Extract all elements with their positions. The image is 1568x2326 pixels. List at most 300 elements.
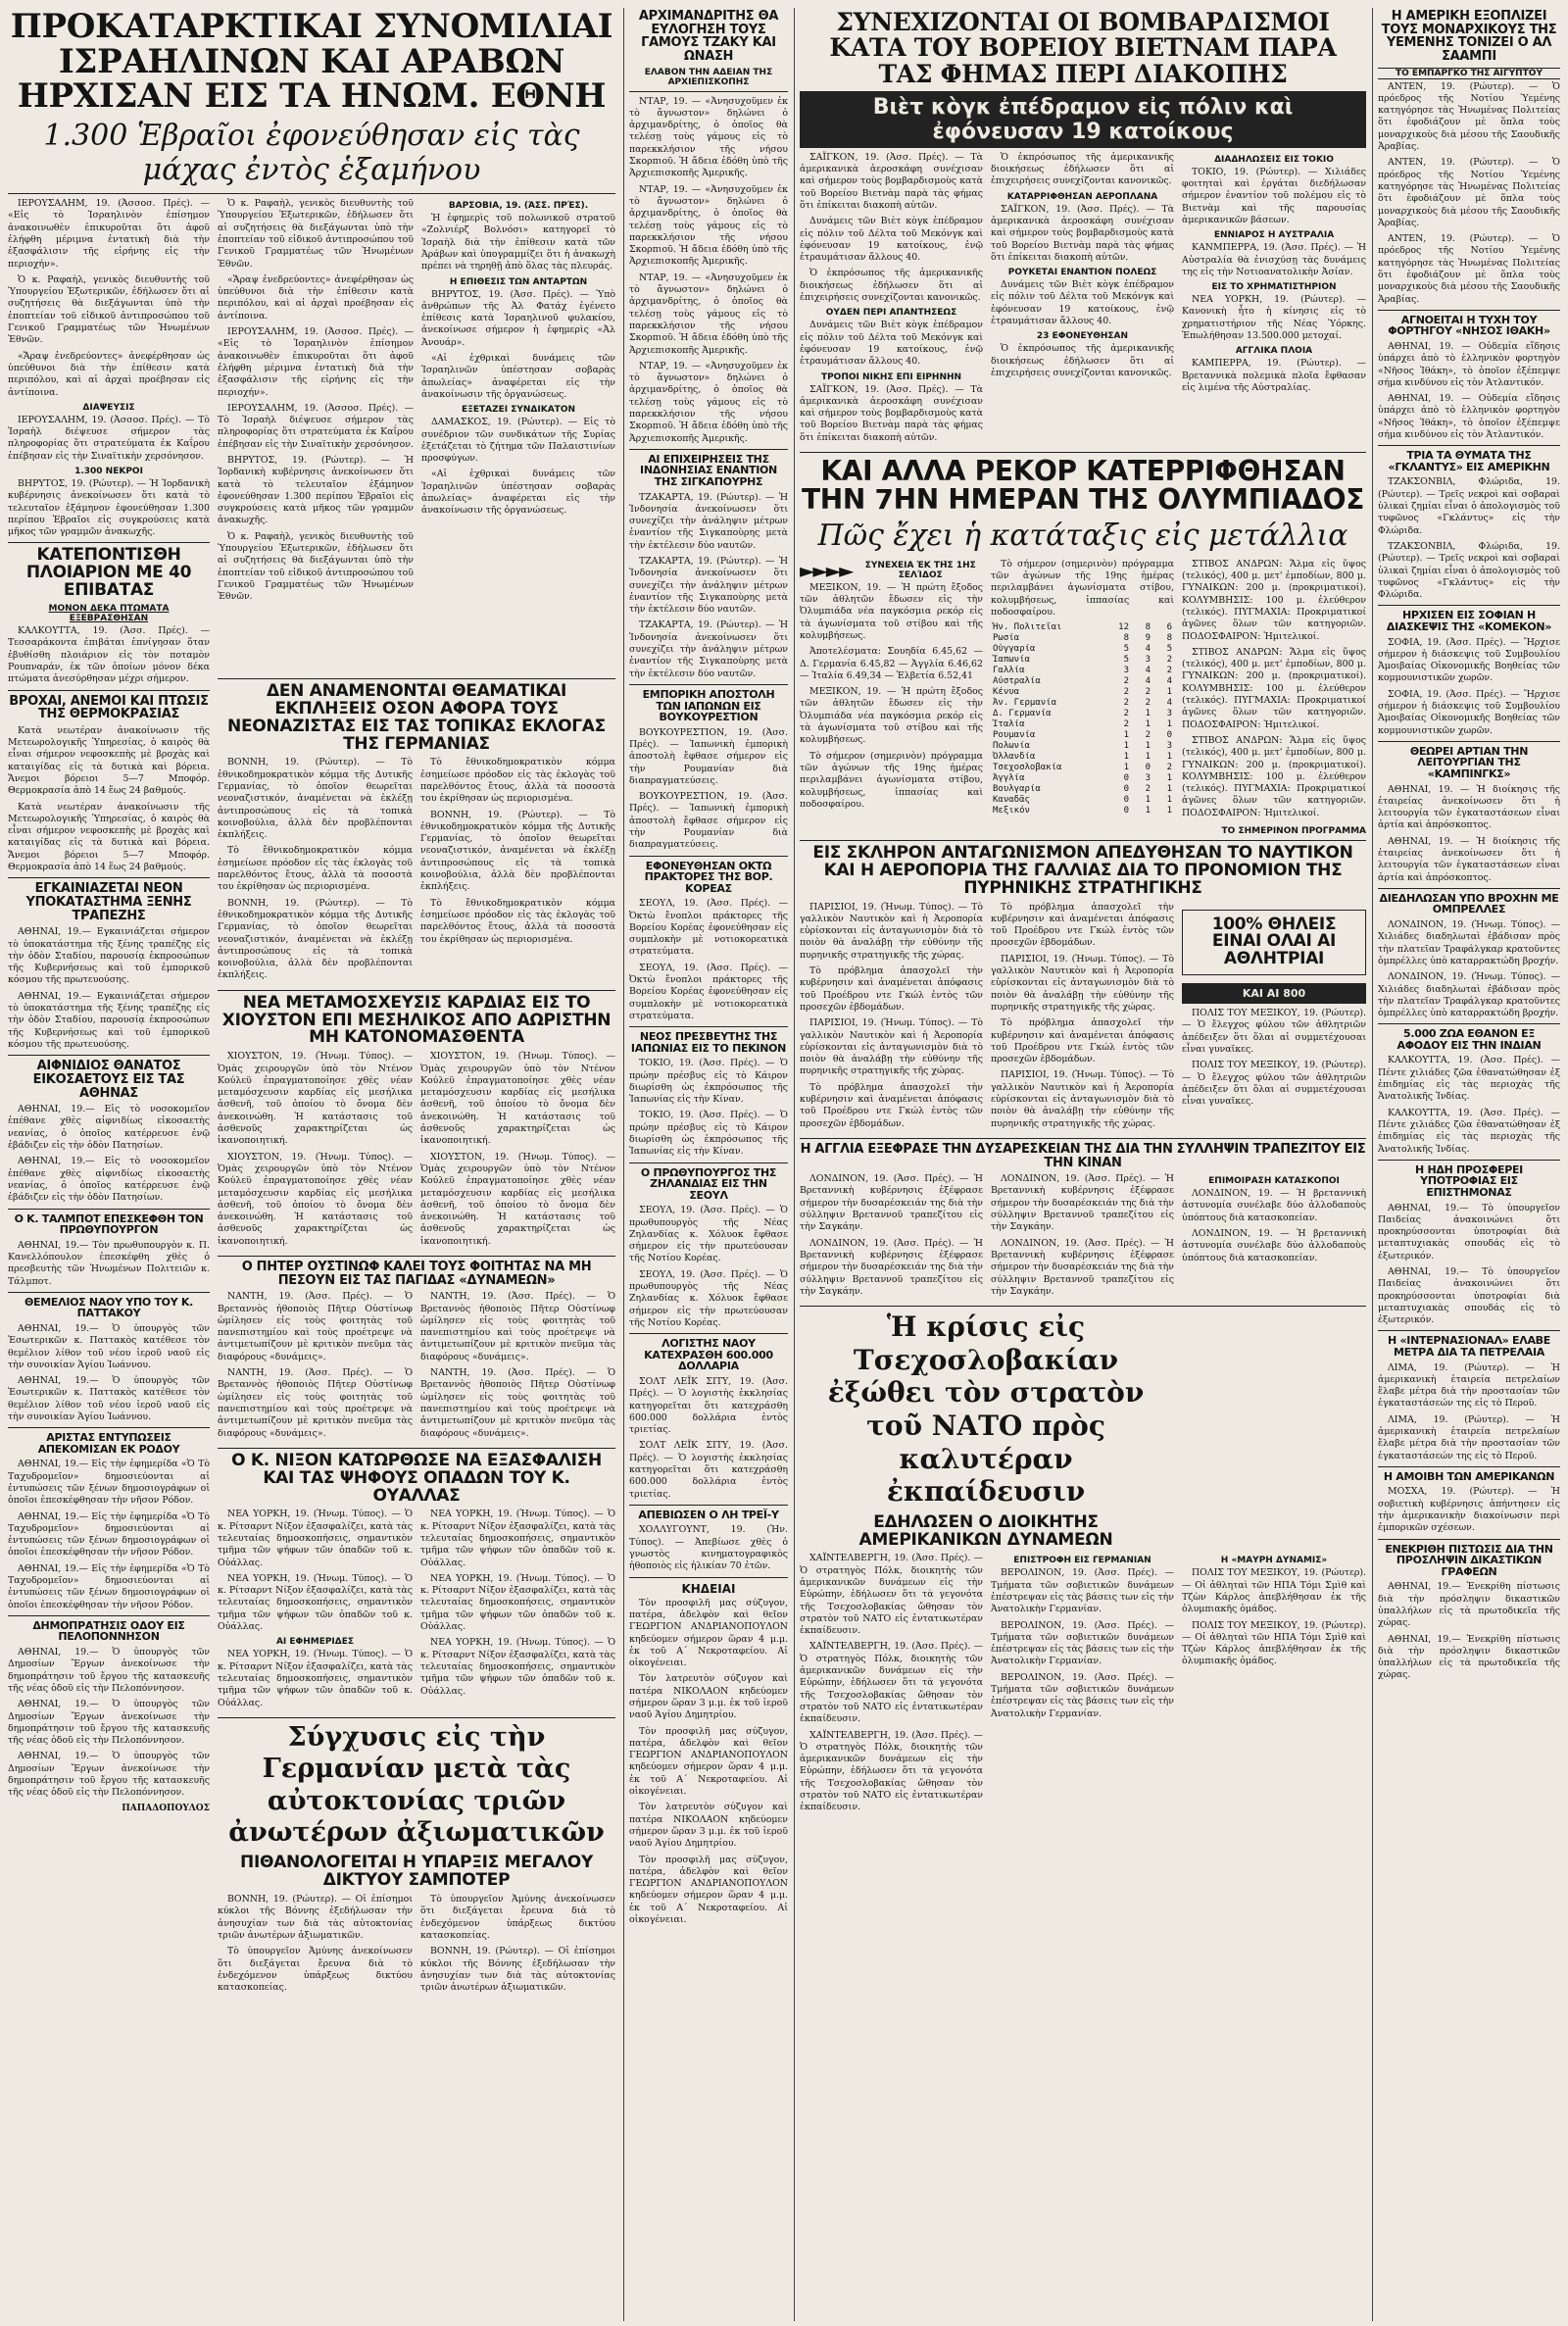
article-text: ΣΕΟΥΛ, 19. (Ἀσσ. Πρές). — Ὁ πρωθυπουργὸς τῆς Νέας Ζηλανδίας κ. Χόλυοκ ἔφθασε σήμερον εἰς τὴν πρωτεύουσαν τῆς Νοτίου Κορέας. — [629, 1268, 788, 1328]
headline-gamos: ΑΡΧΙΜΑΝΔΡΙΤΗΣ ΘΑ ΕΥΛΟΓΗΣΗ ΤΟΥΣ ΓΑΜΟΥΣ ΤΖΑΚΥ ΚΑΙ ΩΝΑΣΗ — [638, 9, 779, 64]
article-text: ΧΙΟΥΣΤΟΝ, 19. (Ἡνωμ. Τύπος). — Ὁμὰς χειρουργῶν ὑπὸ τὸν Ντένον Κούλεϋ ἐπραγματοποίησε χθὲς νέαν μεταμόσχευσιν καρδίας εἰς μεσήλικα ἀσθενῆ, τοῦ ὁποίου τὸ ὄνομα δὲν ἀνεκοινώθη. Ἡ κατάστασις τοῦ ἀσθενοῦς χαρακτηρίζεται ὡς ἱκανοποιητική. — [420, 1151, 615, 1247]
divider — [8, 1427, 210, 1428]
article-text: ΒΟΝΝΗ, 19. (Ρώυτερ). — Οἱ ἐπίσημοι κύκλοι τῆς Βόννης ἐξεδήλωσαν τὴν ἀνησυχίαν των διὰ τὰς αὐτοκτονίας τριῶν ἀνωτέρων ἀξιωματικῶν. — [420, 1946, 615, 1994]
article-text: Τὸ πρόβλημα ἀπασχολεῖ τὴν κυβέρνησιν καὶ ἀναμένεται ἀπόφασις τοῦ Προέδρου ντε Γκώλ ἐντὸς τῶν προσεχῶν ἑβδομάδων. — [991, 1017, 1174, 1065]
article-text: Τὸ ἔθνικοδημοκρατικὸν κόμμα ἐσημείωσε πρόοδον εἰς τὰς ἐκλογὰς τοῦ παρελθόντος ἔτους, ἀλλὰ τὰ ποσοστὰ του ἐκρίθησαν ὡς περιορισμένα. — [218, 845, 413, 893]
article-text: Ὁ κ. Ραφαὴλ, γενικὸς διευθυντὴς τοῦ Ὑπουργείου Ἐξωτερικῶν, ἐδήλωσεν ὅτι αἱ συζητήσεις θὰ διεξάγωνται ὑπὸ τὴν ἐποπτείαν τοῦ εἰδικοῦ ἀντιπροσώπου τοῦ Γενικοῦ Γραμματέως τῶν Ἡνωμένων Ἐθνῶν. — [218, 198, 414, 270]
divider — [629, 1333, 788, 1334]
article-text: Τὸ ὑπουργεῖον Ἀμύνης ἀνεκοίνωσεν ὅτι διεξάγεται ἔρευνα διὰ τὸ ἐνδεχόμενον ὑπάρξεως δικτύου κατασκοπείας. — [218, 1946, 413, 1994]
medal-row — [991, 709, 1174, 719]
medal-cell-s: 2 — [1145, 698, 1151, 709]
headline-zeland: Ο ΠΡΩΘΥΠΟΥΡΓΟΣ ΤΗΣ ΖΗΛΑΝΔΙΑΣ ΕΙΣ ΤΗΝ ΣΕΟΥΛ — [640, 1165, 777, 1202]
divider — [629, 1026, 788, 1027]
headline-kominform: ΗΡΧΙΣΕΝ ΕΙΣ ΣΟΦΙΑΝ Η ΔΙΑΣΚΕΨΙΣ ΤΗΣ «ΚΟΜΕΚΟΝ» — [1386, 609, 1552, 633]
divider — [800, 1306, 1366, 1307]
article-text: ΑΝΤΕΝ, 19. (Ρώυτερ). — Ὁ πρόεδρος τῆς Νοτίου Ὑεμένης κατηγόρησε τὰς Ἡνωμένας Πολιτείας ὅτι ἐφοδιάζουν μὲ ὅπλα τοὺς μοναρχικοὺς διὰ μέσου τῆς Σαουδικῆς Ἀραβίας. — [1378, 80, 1560, 153]
medal-cell-s: 2 — [1145, 784, 1151, 795]
article-text: ΣΟΦΙΑ, 19. (Ἀσσ. Πρές). — Ἤρχισε σήμερον ἡ διάσκεψις τοῦ Συμβουλίου Ἀμοιβαίας Οἰκονομικῆς Βοηθείας τῶν κομμουνιστικῶν χωρῶν. — [1378, 636, 1560, 684]
article-text: ΝΤΑΡ, 19. — «Ἀνησυχοῦμεν ἐκ τὸ ἄγνωστον» δηλώνει ὁ ἀρχιμανδρίτης, ὁ ὁποῖος θὰ τελέσῃ τοὺς γάμους εἰς τὸ παρεκκλήσιον τῆς νήσου Σκορπιοῦ. Ἡ ἄδεια ἐδόθη ὑπὸ τῆς Ἀρχιεπισκοπῆς Ἀμερικῆς. — [629, 95, 788, 179]
section-kicker: ΑΙ ΕΦΗΜΕΡΙΔΕΣ — [275, 1637, 355, 1648]
obituary-text: Τὸν λατρευτὸν σύζυγον καὶ πατέρα ΝΙΚΟΛΑΟΝ κηδεύομεν σήμερον ὥραν 3 μ.μ. ἐκ τοῦ ἱεροῦ ναοῦ Ἁγίου Δημητρίου. — [629, 1802, 788, 1850]
medal-row — [991, 752, 1174, 763]
medal-cell-b: 1 — [1166, 687, 1172, 698]
article-text: ΤΟΚΙΟ, 19. (Ἀσσ. Πρές). — Ὁ πρώην πρέσβυς εἰς τὸ Κάιρον διωρίσθη ὡς ἐκπρόσωπος τῆς Ἰαπωνίας εἰς τὴν Κίναν. — [629, 1058, 788, 1106]
headline-yemen: Η ΑΜΕΡΙΚΗ ΕΞΟΠΛΙΖΕΙ ΤΟΥΣ ΜΟΝΑΡΧΙΚΟΥΣ ΤΗΣ ΥΕΜΕΝΗΣ ΤΟΝΙΖΕΙ Ο ΑΛ ΣΑΑΜΠΙ — [1381, 9, 1557, 64]
article-text: ΜΕΞΙΚΟΝ, 19. — Ἡ πρώτη ἔξοδος τῶν ἀθλητῶν ἔδωσεν εἰς τὴν Ὀλυμπιάδα νέα παγκόσμια ρεκόρ εἰς τὰ ἀγωνίσματα τοῦ στίβου καὶ τῆς κολυμβήσεως. — [800, 686, 983, 746]
article-text: ΝΕΑ ΥΟΡΚΗ, 19. (Ἡνωμ. Τύπος). — Ὁ κ. Ρίτσαρντ Νίξον ἐξασφαλίζει, κατὰ τὰς τελευταίας δημοσκοπήσεις, σημαντικὸν τμῆμα τῶν ψήφων τῶν ὀπαδῶν τοῦ κ. Οὐάλλας. — [420, 1572, 615, 1633]
headline-kardia: ΝΕΑ ΜΕΤΑΜΟΣΧΕΥΣΙΣ ΚΑΡΔΙΑΣ ΕΙΣ ΤΟ ΧΙΟΥΣΤΟΝ ΕΠΙ ΜΕΣΗΛΙΚΟΣ ΑΠΟ ΑΩΡΙΣΤΗΝ ΜΗ ΚΑΤΟΝΟΜΑΣΘΕΝΤΑ — [221, 992, 612, 1048]
article-text: ΑΘΗΝΑΙ, 19.— Εἰς τὴν ἐφημερίδα «Ὁ Τὸ Ταχυδρομεῖον» δημοσιεύονται αἱ ἐντυπώσεις τῶν ξένων δημοσιογράφων οἱ ὁποῖοι ἐπεσκέφθησαν τὴν νῆσον Ρόδον. — [8, 1459, 210, 1507]
article-text: ΝΑΝΤΗ, 19. (Ἀσσ. Πρές). — Ὁ Βρεταννὸς ἠθοποιὸς Πῆτερ Οὐστίνωφ ὡμίλησεν εἰς τοὺς φοιτητὰς τοῦ πανεπιστημίου καὶ τοὺς προέτρεψε νὰ ἀντιμετωπίζουν μὲ κριτικὸν πνεῦμα τὰς διαφόρους «δυνάμεις». — [420, 1291, 615, 1362]
medal-cell-g: 3 — [1123, 666, 1129, 676]
article-text: Τὸ ὑπουργεῖον Ἀμύνης ἀνεκοίνωσεν ὅτι διεξάγεται ἔρευνα διὰ τὸ ἐνδεχόμενον ὑπάρξεως δικτύου κατασκοπείας. — [420, 1894, 615, 1941]
subheadline-germany: ΠΙΘΑΝΟΛΟΓΕΙΤΑΙ Η ΥΠΑΡΞΙΣ ΜΕΓΑΛΟΥ ΔΙΚΤΥΟΥ ΣΑΜΠΟΤΕΡ — [240, 1853, 593, 1891]
article-text: Ὁ ἐκπρόσωπος τῆς ἀμερικανικῆς διοικήσεως ἐδήλωσεν ὅτι αἱ ἐπιχειρήσεις συνεχίζονται κανονικῶς. — [991, 343, 1174, 378]
medal-cell-country: Οὑγγαρία — [993, 644, 1036, 655]
article-text: ΝΕΑ ΥΟΡΚΗ, 19. (Ρώυτερ). — Κανονικὴ ἦτο ἡ κίνησις εἰς τὸ χρηματιστήριον τῆς Νέας Ὑόρκης. Ἐπωλήθησαν 13.500.000 μετοχαί. — [1182, 294, 1366, 342]
medal-cell-country: Ρωσία — [993, 633, 1020, 644]
article-text: ΛΟΝΔΙΝΟΝ, 19. (Ἡνωμ. Τύπος). — Χιλιάδες διαδηλωταὶ ἐβάδισαν πρὸς τὴν πλατεῖαν Τραφάλγκαρ κρατοῦντες ὀμπρέλλες ὑπὸ καταρρακτώδη βροχήν. — [1378, 971, 1560, 1019]
medal-cell-g: 2 — [1123, 709, 1129, 719]
article-text: ΙΕΡΟΥΣΑΛΗΜ, 19. (Ἀσσοσ. Πρές). — «Εἰς τὸ Ἰσραηλινὸν ἐπίσημον ἀνακοινωθὲν ἐπικυροῦται ὅτι ἀφοῦ ἐλήφθη μέριμνα ἐντατικὴ διὰ τὴν ἐξασφάλισιν τῆς εἰρήνης εἰς τὴν περιοχήν». — [8, 198, 210, 270]
section-kicker: ΑΓΓΛΙΚΑ ΠΛΟΙΑ — [1235, 346, 1313, 357]
divider — [8, 690, 210, 691]
article-text: ΑΘΗΝΑΙ, 19.— Εἰς τὴν ἐφημερίδα «Ὁ Τὸ Ταχυδρομεῖον» δημοσιεύονται αἱ ἐντυπώσεις τῶν ξένων δημοσιογράφων οἱ ὁποῖοι ἐπεσκέφθησαν τὴν νῆσον Ρόδον. — [8, 1510, 210, 1559]
headline-brochai: ΒΡΟΧΑΙ, ΑΝΕΜΟΙ ΚΑΙ ΠΤΩΣΙΣ ΤΗΣ ΘΕΡΜΟΚΡΑΣΙΑΣ — [9, 693, 209, 722]
article-text: ΑΘΗΝΑΙ, 19. — Ἡ διοίκησις τῆς ἑταιρείας ἀνεκοίνωσεν ὅτι ἡ λειτουργία τῶν ἐγκαταστάσεων εἶναι ἀρτία καὶ ἀπρόσκοπτος. — [1378, 783, 1560, 831]
medal-cell-s: 1 — [1145, 741, 1151, 752]
divider — [1378, 1160, 1560, 1161]
medal-cell-b: 2 — [1166, 763, 1172, 773]
article-text: ΠΟΛΙΣ ΤΟΥ ΜΕΞΙΚΟΥ, 19. (Ρώυτερ). — Ὁ ἔλεγχος φύλου τῶν ἀθλητριῶν ἀπέδειξεν ὅτι ὅλαι αἱ συμμετέχουσαι εἶναι γυναῖκες. — [1182, 1008, 1366, 1055]
divider — [8, 1292, 210, 1293]
medal-row — [991, 784, 1174, 795]
arrow-ornament: ►►►► — [800, 558, 853, 582]
article-text: ΠΟΛΙΣ ΤΟΥ ΜΕΞΙΚΟΥ, 19. (Ρώυτερ). — Ὁ ἔλεγχος φύλου τῶν ἀθλητριῶν ἀπέδειξεν ὅτι ὅλαι αἱ συμμετέχουσαι εἶναι γυναῖκες. — [1182, 1060, 1366, 1108]
article-text: ΒΕΡΟΛΙΝΟΝ, 19. (Ἀσσ. Πρές). — Τμήματα τῶν σοβιετικῶν δυνάμεων ἐπέστρεψαν εἰς τὰς βάσεις των εἰς τὴν Ἀνατολικὴν Γερμανίαν. — [991, 1671, 1174, 1719]
obituary-text: Τὸν λατρευτὸν σύζυγον καὶ πατέρα ΝΙΚΟΛΑΟΝ κηδεύομεν σήμερον ὥραν 3 μ.μ. ἐκ τοῦ ἱεροῦ ναοῦ Ἁγίου Δημητρίου. — [629, 1673, 788, 1721]
column-3 — [629, 8, 788, 2319]
section-kicker: 1.300 ΝΕΚΡΟΙ — [74, 467, 143, 476]
article-text: ΒΕΡΟΛΙΝΟΝ, 19. (Ἀσσ. Πρές). — Τμήματα τῶν σοβιετικῶν δυνάμεων ἐπέστρεψαν εἰς τὰς βάσεις των εἰς τὴν Ἀνατολικὴν Γερμανίαν. — [991, 1619, 1174, 1667]
article-text: ΧΑΪΝΤΕΛΒΕΡΓΗ, 19. (Ἀσσ. Πρές). — Ὁ στρατηγὸς Πόλκ, διοικητὴς τῶν ἀμερικανικῶν δυνάμεων εἰς τὴν Εὐρώπην, ἐδήλωσεν ὅτι τὰ γεγονότα τῆς Τσεχοσλοβακίας ὤθησαν τὸν στρατὸν τοῦ ΝΑΤΟ εἰς ἐντατικωτέραν ἐκπαίδευσιν. — [800, 1641, 983, 1725]
article-text: ΤΟΚΙΟ, 19. (Ρώυτερ). — Χιλιάδες φοιτηταὶ καὶ ἐργάται διεδήλωσαν σήμερον ἐναντίον τοῦ πολέμου εἰς τὸ Βιετνὰμ καὶ τῆς παρουσίας ἀμερικανικῶν βάσεων. — [1182, 166, 1366, 225]
medal-cell-s: 4 — [1145, 666, 1151, 676]
article-text: ΧΙΟΥΣΤΟΝ, 19. (Ἡνωμ. Τύπος). — Ὁμὰς χειρουργῶν ὑπὸ τὸν Ντένον Κούλεϋ ἐπραγματοποίησε χθὲς νέαν μεταμόσχευσιν καρδίας εἰς μεσήλικα ἀσθενῆ, τοῦ ὁποίου τὸ ὄνομα δὲν ἀνεκοινώθη. Ἡ κατάστασις τοῦ ἀσθενοῦς χαρακτηρίζεται ὡς ἱκανοποιητική. — [420, 1051, 615, 1147]
article-text: ΑΘΗΝΑΙ, 19.— Εγκαινιάζεται σήμερον τὸ ὑποκατάστημα τῆς ξένης τραπέζης εἰς τὴν ὁδὸν Σταδίου, παρουσίᾳ ἐκπροσώπων τῆς Κυβερνήσεως καὶ τοῦ ἐμπορικοῦ κόσμου τῆς πρωτευούσης. — [8, 926, 210, 986]
divider — [8, 1055, 210, 1056]
article-text: ΣΟΛΤ ΛΕΪΚ ΣΙΤΥ, 19. (Ἀσσ. Πρές). — Ὁ λογιστὴς ἐκκλησίας κατηγορεῖται ὅτι κατεχράσθη 600.000 δολλάρια ἐντὸς τριετίας. — [629, 1375, 788, 1436]
medal-cell-country: Ἡν. Πολιτεῖαι — [993, 622, 1062, 633]
medal-cell-country: Ὀλλανδία — [993, 752, 1036, 763]
headline-odos: ΔΗΜΟΠΡΑΤΗΣΙΣ ΟΔΟΥ ΕΙΣ ΠΕΛΟΠΟΝΝΗΣΟΝ — [32, 1618, 185, 1644]
signature: ΠΑΠΑΔΟΠΟΥΛΟΣ — [122, 1803, 210, 1813]
article-text: Κατὰ νεωτέραν ἀνακοίνωσιν τῆς Μετεωρολογικῆς Ὑπηρεσίας, ὁ καιρὸς θὰ εἶναι σήμερον νεφοσκεπὴς μὲ βροχὰς καὶ καταιγίδας εἰς τὰ δυτικὰ καὶ βόρεια. Ἄνεμοι βόρειοι 5—7 Μποφόρ. Θερμοκρασία ἀπὸ 14 ἕως 24 βαθμούς. — [8, 801, 210, 873]
divider — [1378, 605, 1560, 606]
article-text: Ὁ κ. Ραφαὴλ, γενικὸς διευθυντὴς τοῦ Ὑπουργείου Ἐξωτερικῶν, ἐδήλωσεν ὅτι αἱ συζητήσεις θὰ διεξάγωνται ὑπὸ τὴν ἐποπτείαν τοῦ εἰδικοῦ ἀντιπροσώπου τοῦ Γενικοῦ Γραμματέως τῶν Ἡνωμένων Ἐθνῶν. — [8, 273, 210, 346]
headline-nixon: Ο Κ. ΝΙΞΟΝ ΚΑΤΩΡΘΩΣΕ ΝΑ ΕΞΑΣΦΑΛΙΣΗ ΚΑΙ ΤΑΣ ΨΗΦΟΥΣ ΟΠΑΔΩΝ ΤΟΥ Κ. ΟΥΑΛΛΑΣ — [231, 1450, 602, 1506]
medal-cell-s: 2 — [1145, 730, 1151, 741]
headline-ustinov: Ο ΠΗΤΕΡ ΟΥΣΤΙΝΩΦ ΚΑΛΕΙ ΤΟΥΣ ΦΟΙΤΗΤΑΣ ΝΑ ΜΗ ΠΕΣΟΥΝ ΕΙΣ ΤΑΣ ΠΑΓΙΔΑΣ «ΔΥΝΑΜΕΩΝ» — [241, 1260, 592, 1288]
medal-cell-s: 4 — [1145, 676, 1151, 687]
divider — [1378, 1539, 1560, 1540]
article-text: ΣΕΟΥΛ, 19. (Ἀσσ. Πρές). — Ὁ πρωθυπουργὸς τῆς Νέας Ζηλανδίας κ. Χόλυοκ ἔφθασε σήμερον εἰς τὴν πρωτεύουσαν τῆς Νοτίου Κορέας. — [629, 1205, 788, 1264]
article-text: ΚΑΛΚΟΥΤΤΑ, 19. (Ἀσσ. Πρές). — Πέντε χιλιάδες ζῶα ἐθανατώθησαν ἐξ ἐπιδημίας εἰς τὰς περιοχὰς τῆς Ἀνατολικῆς Ἰνδίας. — [1378, 1055, 1560, 1103]
medal-cell-country: Καναδᾶς — [993, 795, 1030, 806]
subheadline-gamos: ΕΛΑΒΟΝ ΤΗΝ ΑΔΕΙΑΝ ΤΗΣ ΑΡΧΙΕΠΙΣΚΟΠΗΣ — [644, 67, 773, 87]
medal-cell-country: Δ. Γερμανία — [993, 709, 1052, 719]
divider — [800, 1138, 1366, 1139]
article-text: ΠΑΡΙΣΙΟΙ, 19. (Ἡνωμ. Τύπος). — Τὸ γαλλικὸν Ναυτικὸν καὶ ἡ Ἀεροπορία εὑρίσκονται εἰς ἀνταγωνισμὸν διὰ τὸ ποιὸν θὰ ἀναλάβῃ τὴν εὐθύνην τῆς πυρηνικῆς στρατηγικῆς τῆς χώρας. — [991, 953, 1174, 1013]
article-text: ΑΘΗΝΑΙ, 19.— Ἐνεκρίθη πίστωσις διὰ τὴν πρόσληψιν δικαστικῶν ὑπαλλήλων εἰς τὰ πρωτοδικεῖα τῆς χώρας. — [1378, 1633, 1560, 1681]
column-7 — [1378, 8, 1560, 2319]
article-text: ΑΘΗΝΑΙ, 19.— Τὸ ὑπουργεῖον Παιδείας ἀνακοινώνει ὅτι προκηρύσσονται ὑποτροφίαι διὰ μεταπτυχιακὰς σπουδάς εἰς τὸ ἐξωτερικόν. — [1378, 1265, 1560, 1326]
medal-cell-country: Ἰταλία — [993, 719, 1025, 730]
article-text: ΜΕΞΙΚΟΝ, 19. — Ἡ πρώτη ἔξοδος τῶν ἀθλητῶν ἔδωσεν εἰς τὴν Ὀλυμπιάδα νέα παγκόσμια ρεκόρ εἰς τὰ ἀγωνίσματα τοῦ στίβου καὶ τῆς κολυμβήσεως. — [800, 581, 983, 641]
section-kicker: 23 ΕΦΟΝΕΥΘΗΣΑΝ — [1036, 331, 1129, 342]
article-text: Δυνάμεις τῶν Βιὲτ κὸγκ ἐπέδραμον εἰς πόλιν τοῦ Δέλτα τοῦ Μεκόνγκ καὶ ἐφόνευσαν 19 κατοίκους, ἐνῷ ἐτραυμάτισαν ἄλλους 40. — [800, 320, 983, 368]
article-text: ΑΘΗΝΑΙ, 19.— Ὁ ὑπουργὸς τῶν Δημοσίων Ἔργων ἀνεκοίνωσε τὴν δημοπράτησιν τοῦ ἔργου τῆς κατασκευῆς τῆς νέας ὁδοῦ εἰς τὴν Πελοπόννησον. — [8, 1751, 210, 1799]
article-text: ΠΑΡΙΣΙΟΙ, 19. (Ἡνωμ. Τύπος). — Τὸ γαλλικὸν Ναυτικὸν καὶ ἡ Ἀεροπορία εὑρίσκονται εἰς ἀνταγωνισμὸν διὰ τὸ ποιὸν θὰ ἀναλάβῃ τὴν εὐθύνην τῆς πυρηνικῆς στρατηγικῆς τῆς χώρας. — [991, 1069, 1174, 1129]
article-text: ΝΕΑ ΥΟΡΚΗ, 19. (Ἡνωμ. Τύπος). — Ὁ κ. Ρίτσαρντ Νίξον ἐξασφαλίζει, κατὰ τὰς τελευταίας δημοσκοπήσεις, σημαντικὸν τμῆμα τῶν ψήφων τῶν ὀπαδῶν τοῦ κ. Οὐάλλας. — [420, 1637, 615, 1697]
divider — [8, 193, 615, 194]
article-text: ΧΙΟΥΣΤΟΝ, 19. (Ἡνωμ. Τύπος). — Ὁμὰς χειρουργῶν ὑπὸ τὸν Ντένον Κούλεϋ ἐπραγματοποίησε χθὲς νέαν μεταμόσχευσιν καρδίας εἰς μεσήλικα ἀσθενῆ, τοῦ ὁποίου τὸ ὄνομα δὲν ἀνεκοινώθη. Ἡ κατάστασις τοῦ ἀσθενοῦς χαρακτηρίζεται ὡς ἱκανοποιητική. — [218, 1051, 413, 1147]
medal-row — [991, 622, 1174, 633]
medal-cell-b: 1 — [1166, 719, 1172, 730]
column-rule — [1372, 8, 1373, 2321]
article-text: ΣΑΪΓΚΟΝ, 19. (Ἀσσ. Πρές). — Τὰ ἀμερικανικὰ ἀεροσκάφη συνέχισαν καὶ σήμερον τοὺς βομβαρδισμοὺς κατὰ τοῦ Βορείου Βιετνὰμ παρὰ τὰς φήμας ὅτι ἐπίκειται διακοπὴ αὐτῶν. — [991, 203, 1174, 263]
subheadline-yemen: ΤΟ ΕΜΠΑΡΓΚΟ ΤΗΣ ΑΙΓΥΠΤΟΥ — [1378, 68, 1560, 79]
divider — [1378, 741, 1560, 742]
article-text: ΑΘΗΝΑΙ, 19.— Ὁ ὑπουργὸς τῶν Ἐσωτερικῶν κ. Παττακὸς κατέθεσε τὸν θεμέλιον λίθον τοῦ νέου ἱεροῦ ναοῦ εἰς τὴν συνοικίαν Ἁγίου Ἰωάννου. — [8, 1375, 210, 1422]
headline-indonisia: ΑΙ ΕΠΙΧΕΙΡΗΣΕΙΣ ΤΗΣ ΙΝΔΟΝΗΣΙΑΣ ΕΝΑΝΤΙΟΝ ΤΗΣ ΣΙΓΚΑΠΟΥΡΗΣ — [640, 452, 777, 488]
article-text: Δυνάμεις τῶν Βιὲτ κὸγκ ἐπέδραμον εἰς πόλιν τοῦ Δέλτα τοῦ Μεκόνγκ καὶ ἐφόνευσαν 19 κατοίκους, ἐνῷ ἐτραυμάτισαν ἄλλους 40. — [800, 216, 983, 264]
medal-cell-s: 0 — [1145, 763, 1151, 773]
section-kicker: Η «ΜΑΥΡΗ ΔΥΝΑΜΙΣ» — [1220, 1556, 1328, 1566]
divider — [1378, 1466, 1560, 1467]
article-text: ΣΑΪΓΚΟΝ, 19. (Ἀσσ. Πρές). — Τὰ ἀμερικανικὰ ἀεροσκάφη συνέχισαν καὶ σήμερον τοὺς βομβαρδισμοὺς κατὰ τοῦ Βορείου Βιετνὰμ παρὰ τὰς φήμας ὅτι ἐπίκειται διακοπὴ αὐτῶν. — [800, 151, 983, 211]
section-kicker: ΔΙΑΔΗΛΩΣΕΙΣ ΕΙΣ ΤΟΚΙΟ — [1214, 154, 1334, 165]
continued-label: ΣΥΝΕΧΕΙΑ ἘΚ ΤΗ͂Σ 1ΗΣ ΣΕΛΊΔΟΣ — [864, 560, 976, 580]
headline-zoa: 5.000 ΖΩΑ ΕΘΑΝΟΝ ΕΞ ΑΦΟΔΟΥ ΕΙΣ ΤΗΝ ΙΝΔΙΑΝ — [1396, 1027, 1542, 1052]
column-rule — [623, 8, 624, 2321]
divider — [629, 91, 788, 92]
medal-cell-g: 8 — [1123, 633, 1129, 644]
article-text: ΙΕΡΟΥΣΑΛΗΜ, 19. (Ἀσσοσ. Πρές). — «Εἰς τὸ Ἰσραηλινὸν ἐπίσημον ἀνακοινωθὲν ἐπικυροῦται ὅτι ἀφοῦ ἐλήφθη μέριμνα ἐντατικὴ διὰ τὴν ἐξασφάλισιν τῆς εἰρήνης εἰς τὴν περιοχήν». — [218, 326, 414, 398]
article-text: ΤΟΚΙΟ, 19. (Ἀσσ. Πρές). — Ὁ πρώην πρέσβυς εἰς τὸ Κάιρον διωρίσθη ὡς ἐκπρόσωπος τῆς Ἰαπωνίας εἰς τὴν Κίναν. — [629, 1110, 788, 1158]
medal-cell-b: 4 — [1166, 698, 1172, 709]
article-text: «Αἱ ἐχθρικαὶ δυνάμεις τῶν Ἰσραηλινῶν ὑπέστησαν σοβαρὰς ἀπωλείας» ἀναφέρεται εἰς τὴν ἀνακοίνωσιν τῆς ὀργανώσεως. — [421, 353, 615, 400]
article-text: Ὁ κ. Ραφαὴλ, γενικὸς διευθυντὴς τοῦ Ὑπουργείου Ἐξωτερικῶν, ἐδήλωσεν ὅτι αἱ συζητήσεις θὰ διεξάγωνται ὑπὸ τὴν ἐποπτείαν τοῦ εἰδικοῦ ἀντιπροσώπου τοῦ Γενικοῦ Γραμματέως τῶν Ἡνωμένων Ἐθνῶν. — [218, 530, 414, 603]
divider — [1378, 445, 1560, 446]
medal-row — [991, 806, 1174, 817]
article-text: ΚΑΜΠΕΡΡΑ, 19. (Ρώυτερ). — Βρεταννικὰ πολεμικὰ πλοῖα ἔφθασαν εἰς λιμένα τῆς Αὐστραλίας. — [1182, 358, 1366, 393]
medal-cell-s: 3 — [1145, 655, 1151, 666]
article-text: ΧΟΛΛΥΓΟΥΝΤ, 19. (Ἡν. Τύπος). — Ἀπεβίωσε χθὲς ὁ γνωστὸς κινηματογραφικὸς ἠθοποιὸς εἰς ἡλικίαν 70 ἐτῶν. — [629, 1524, 788, 1572]
medal-cell-g: 2 — [1123, 719, 1129, 730]
article-text: ΛΙΜΑ, 19. (Ρώυτερ). — Ἡ ἀμερικανικὴ ἑταιρεία πετρελαίων ἔλαβε μέτρα διὰ τὴν προστασίαν τῶν ἐγκαταστάσεών της εἰς τὸ Περοῦ. — [1378, 1413, 1560, 1461]
kicker-800: ΚΑΙ ΑΙ 800 — [1182, 983, 1366, 1004]
article-text: Τὸ σήμερον (σημερινὸν) πρόγραμμα τῶν ἀγώνων τῆς 19ης ἡμέρας περιλαμβάνει ἀγωνίσματα στίβου, κολυμβήσεως, ἱππασίας καὶ ποδοσφαίρου. — [991, 558, 1174, 618]
article-text: ΧΑΪΝΤΕΛΒΕΡΓΗ, 19. (Ἀσσ. Πρές). — Ὁ στρατηγὸς Πόλκ, διοικητὴς τῶν ἀμερικανικῶν δυνάμεων εἰς τὴν Εὐρώπην, ἐδήλωσεν ὅτι τὰ γεγονότα τῆς Τσεχοσλοβακίας ὤθησαν τὸν στρατὸν τοῦ ΝΑΤΟ εἰς ἐντατικωτέραν ἐκπαίδευσιν. — [800, 1553, 983, 1637]
article-text: ΑΘΗΝΑΙ, 19.— Ἐνεκρίθη πίστωσις διὰ τὴν πρόσληψιν δικαστικῶν ὑπαλλήλων εἰς τὰ πρωτοδικεῖα τῆς χώρας. — [1378, 1581, 1560, 1629]
dateline: ΒΑΡΣΟΒΙΑ, 19. (ἈΣΣ. ΠΡΈΣ). — [448, 201, 589, 212]
headline-aifnidios: ΑΙΦΝΙΔΙΟΣ ΘΑΝΑΤΟΣ ΕΙΚΟΣΑΕΤΟΥΣ ΕΙΣ ΤΑΣ ΑΘΗΝΑΣ — [32, 1059, 185, 1101]
article-text: ΒΟΝΝΗ, 19. (Ρώυτερ). — Τὸ ἐθνικοδημοκρατικὸν κόμμα τῆς Δυτικῆς Γερμανίας, τὸ ὁποῖον θεωρεῖται νεοναζιστικόν, ἀναμένεται νὰ ἐκλέξῃ ἀντιπροσώπους εἰς τὰ τοπικὰ κοινοβούλια, ἀλλὰ δὲν προβλέπονται ἐκπλήξεις. — [420, 809, 615, 893]
divider — [800, 452, 1366, 453]
divider — [218, 1256, 615, 1257]
medal-cell-b: 0 — [1166, 730, 1172, 741]
medal-cell-g: 1 — [1123, 730, 1129, 741]
medal-row — [991, 666, 1174, 676]
lead-subheadline: 1.300 Ἑβραῖοι ἐφονεύθησαν εἰς τὰς μάχας ἐντὸς ἑξαμήνου — [43, 119, 580, 188]
headline-amerikanoi: Η ΑΜΟΙΒΗ ΤΩΝ ΑΜΕΡΙΚΑΝΩΝ — [1383, 1469, 1555, 1483]
article-text: «Αἱ ἐχθρικαὶ δυνάμεις τῶν Ἰσραηλινῶν ὑπέστησαν σοβαρὰς ἀπωλείας» ἀναφέρεται εἰς τὴν ἀνακοίνωσιν τῆς ὀργανώσεως. — [421, 469, 615, 517]
headline-presvytis: ΝΕΟΣ ΠΡΕΣΒΕΥΤΗΣ ΤΗΣ ΙΑΠΩΝΙΑΣ ΕΙΣ ΤΟ ΠΕΚΙΝΟΝ — [630, 1030, 787, 1055]
medal-cell-b: 1 — [1166, 795, 1172, 806]
article-text: ΣΑΪΓΚΟΝ, 19. (Ἀσσ. Πρές). — Τὰ ἀμερικανικὰ ἀεροσκάφη συνέχισαν καὶ σήμερον τοὺς βομβαρδισμοὺς κατὰ τοῦ Βορείου Βιετνὰμ παρὰ τὰς φήμας ὅτι ἐπίκειται διακοπὴ αὐτῶν. — [800, 383, 983, 443]
column-4-6 — [800, 8, 1366, 2319]
medal-cell-b: 2 — [1166, 655, 1172, 666]
medal-table — [991, 622, 1174, 817]
article-text: Τὸ πρόβλημα ἀπασχολεῖ τὴν κυβέρνησιν καὶ ἀναμένεται ἀπόφασις τοῦ Προέδρου ντε Γκώλ ἐντὸς τῶν προσεχῶν ἑβδομάδων. — [800, 965, 983, 1013]
obituary-text: Τὸν προσφιλῆ μας σύζυγον, πατέρα, ἀδελφὸν καὶ θεῖον ΓΕΩΡΓΙΟΝ ΑΝΔΡΙΑΝΟΠΟΥΛΟΝ κηδεύομεν σήμερον ὥραν 4 μ.μ. ἐκ τοῦ Α΄ Νεκροταφείου. Αἱ οἰκογένειαι. — [629, 1725, 788, 1798]
medal-cell-g: 0 — [1123, 795, 1129, 806]
article-text: ΝΕΑ ΥΟΡΚΗ, 19. (Ἡνωμ. Τύπος). — Ὁ κ. Ρίτσαρντ Νίξον ἐξασφαλίζει, κατὰ τὰς τελευταίας δημοσκοπήσεις, σημαντικὸν τμῆμα τῶν ψήφων τῶν ὀπαδῶν τοῦ κ. Οὐάλλας. — [218, 1572, 413, 1633]
headline-glanton: ΤΡΙΑ ΤΑ ΘΥΜΑΤΑ ΤΗΣ «ΓΚΛΑΝΤΥΣ» ΕΙΣ ΑΜΕΡΙΚΗΝ — [1388, 449, 1550, 473]
article-text: ΑΘΗΝΑΙ, 19.— Εἰς τὸ νοσοκομεῖον ἐπέθανε χθὲς αἰφνιδίως εἰκοσαετὴς νεανίας, ὁ ὁποῖος κατέρρευσε ἐνῷ ἐβάδιζεν εἰς τὴν ὁδὸν Πατησίων. — [8, 1104, 210, 1152]
article-text: ΠΟΛΙΣ ΤΟΥ ΜΕΞΙΚΟΥ, 19. (Ρώυτερ). — Οἱ ἀθληταὶ τῶν ΗΠΑ Τόμι Σμὶθ καὶ Τζὼν Κάρλος ἀπεβλήθησαν ἐκ τῆς ὀλυμπιακῆς ὁμάδος. — [1182, 1619, 1366, 1667]
headline-ithaki: ΑΓΝΟΕΙΤΑΙ Η ΤΥΧΗ ΤΟΥ ΦΟΡΤΗΓΟΥ «ΝΗΣΟΣ ΙΘΑΚΗ» — [1388, 313, 1550, 338]
article-text: ΣΟΦΙΑ, 19. (Ἀσσ. Πρές). — Ἤρχισε σήμερον ἡ διάσκεψις τοῦ Συμβουλίου Ἀμοιβαίας Οἰκονομικῆς Βοηθείας τῶν κομμουνιστικῶν χωρῶν. — [1378, 688, 1560, 736]
article-text: ΙΕΡΟΥΣΑΛΗΜ, 19. (Ἀσσοσ. Πρές). — Τὸ Ἰσραὴλ διέψευσε σήμερον τὰς πληροφορίας ὅτι στρατεύματα ἐκ Καΐρου ἐπέβησαν εἰς τὴν Σιναϊτικὴν χερσόνησον. — [8, 414, 210, 462]
medal-cell-s: 1 — [1145, 709, 1151, 719]
medal-row — [991, 644, 1174, 655]
article-text: ΔΑΜΑΣΚΟΣ, 19. (Ρώυτερ). — Εἰς τὸ συνέδριον τῶν συνδικάτων τῆς Συρίας ἐξετάζεται τὸ ζήτημα τῶν Παλαιστινίων προσφύγων. — [421, 417, 615, 465]
article-text: ΒΟΥΚΟΥΡΕΣΤΙΟΝ, 19. (Ἀσσ. Πρές). — Ἰαπωνικὴ ἐμπορικὴ ἀποστολὴ ἔφθασε σήμερον εἰς τὴν Ρουμανίαν διὰ διαπραγματεύσεις. — [629, 726, 788, 786]
medal-cell-s: 1 — [1145, 806, 1151, 817]
divider — [629, 1577, 788, 1578]
divider — [1378, 888, 1560, 889]
article-text: Κατὰ νεωτέραν ἀνακοίνωσιν τῆς Μετεωρολογικῆς Ὑπηρεσίας, ὁ καιρὸς θὰ εἶναι σήμερον νεφοσκεπὴς μὲ βροχὰς καὶ καταιγίδας εἰς τὰ δυτικὰ καὶ βόρεια. Ἄνεμοι βόρειοι 5—7 Μποφόρ. Θερμοκρασία ἀπὸ 14 ἕως 24 βαθμούς. — [8, 724, 210, 797]
article-text: ΑΘΗΝΑΙ, 19.— Τὸν πρωθυπουργὸν κ. Π. Κανελλόπουλον ἐπεσκέφθη χθὲς ὁ πρεσβευτὴς τῶν Ἡνωμένων Πολιτειῶν κ. Τάλμποτ. — [8, 1239, 210, 1287]
medal-cell-country: Μεξικόν — [993, 806, 1030, 817]
medal-cell-b: 8 — [1166, 633, 1172, 644]
article-text: Ἡ ἐφημερὶς τοῦ πολωνικοῦ στρατοῦ «Ζολνιέρζ Βολνόσι» κατηγορεῖ τὸ Ἰσραὴλ διὰ τὴν ἐπίθεσιν κατὰ τῶν Ἀράβων καὶ ὑπογραμμίζει ὅτι ἡ ἀνακωχὴ πρέπει νὰ τηρηθῇ ἀπὸ ὅλας τὰς πλευράς. — [421, 213, 615, 272]
headline-germany: Σύγχυσις εἰς τὴν Γερμανίαν μετὰ τὰς αὐτοκτονίας τριῶν ἀνωτέρων ἀξιωματικῶν — [228, 1721, 605, 1848]
article-text: Τὸ ἔθνικοδημοκρατικὸν κόμμα ἐσημείωσε πρόοδον εἰς τὰς ἐκλογὰς τοῦ παρελθόντος ἔτους, ἀλλὰ τὰ ποσοστὰ του ἐκρίθησαν ὡς περιορισμένα. — [420, 757, 615, 805]
article-text: «Ἄραψ ἐνεδρεύοντες» ἀνεφέρθησαν ὡς ὑπεύθυνοι διὰ τὴν ἐπίθεσιν κατὰ περιπόλου, καὶ αἱ ἀρχαὶ προέβησαν εἰς ἀντίποινα. — [8, 350, 210, 398]
section-kicker: ΔΙΑΨΕΥΣΙΣ — [82, 402, 135, 413]
divider — [218, 1448, 615, 1449]
medal-cell-s: 4 — [1145, 644, 1151, 655]
medal-cell-b: 6 — [1166, 622, 1172, 633]
subheadline-vietnam: Βιὲτ κὸγκ ἐπέδραμον εἰς πόλιν καὶ ἐφόνευσαν 19 κατοίκους — [800, 91, 1366, 148]
divider — [1378, 1330, 1560, 1331]
article-text: ΣΤΙΒΟΣ ΑΝΔΡΩΝ: Ἄλμα εἰς ὕψος (τελικός), 400 μ. μετ' ἐμποδίων, 800 μ. ΓΥΝΑΙΚΩΝ: 200 μ. (προκριματικοί). ΚΟΛΥΜΒΗΣΙΣ: 100 μ. ἐλεύθερον (τελικός). ΠΥΓΜΑΧΙΑ: Προκριματικοί ἀγῶνες ὅλων τῶν κατηγοριῶν. ΠΟΔΟΣΦΑΙΡΟΝ: Ἡμιτελικοί. — [1182, 558, 1366, 642]
article-text: ΤΖΑΚΑΡΤΑ, 19. (Ρώυτερ). — Ἡ Ἰνδονησία ἀνεκοίνωσεν ὅτι συνεχίζει τὴν ἀνάληψιν μέτρων ἐναντίον τῆς Σιγκαποὺρης μετὰ τὴν ἐκτέλεσιν δύο ναυτῶν. — [629, 556, 788, 616]
article-text: ΛΟΝΔΙΝΟΝ, 19. — Ἡ βρεταννικὴ ἀστυνομία συνέλαβε δύο ἀλλοδαποὺς ὑπόπτους διὰ κατασκοπείαν. — [1182, 1228, 1366, 1263]
divider — [1378, 1023, 1560, 1024]
medal-cell-g: 1 — [1123, 741, 1129, 752]
obituary-text: Τὸν προσφιλῆ μας σύζυγον, πατέρα, ἀδελφὸν καὶ θεῖον ΓΕΩΡΓΙΟΝ ΑΝΔΡΙΑΝΟΠΟΥΛΟΝ κηδεύομεν σήμερον ὥραν 4 μ.μ. ἐκ τοῦ Α΄ Νεκροταφείου. Αἱ οἰκογένειαι. — [629, 1854, 788, 1926]
article-text: ΤΖΑΚΑΡΤΑ, 19. (Ρώυτερ). — Ἡ Ἰνδονησία ἀνεκοίνωσεν ὅτι συνεχίζει τὴν ἀνάληψιν μέτρων ἐναντίον τῆς Σιγκαποὺρης μετὰ τὴν ἐκτέλεσιν δύο ναυτῶν. — [629, 619, 788, 679]
medal-cell-g: 1 — [1123, 752, 1129, 763]
headline-rodos: ΑΡΙΣΤΑΣ ΕΝΤΥΠΩΣΕΙΣ ΑΠΕΚΟΜΙΣΑΝ ΕΚ ΡΟΔΟΥ — [37, 1431, 180, 1456]
article-text: ΧΑΪΝΤΕΛΒΕΡΓΗ, 19. (Ἀσσ. Πρές). — Ὁ στρατηγὸς Πόλκ, διοικητὴς τῶν ἀμερικανικῶν δυνάμεων εἰς τὴν Εὐρώπην, ἐδήλωσεν ὅτι τὰ γεγονότα τῆς Τσεχοσλοβακίας ὤθησαν τὸν στρατὸν τοῦ ΝΑΤΟ εἰς ἐντατικωτέραν ἐκπαίδευσιν. — [800, 1729, 983, 1813]
medal-cell-s: 1 — [1145, 719, 1151, 730]
headline-kina: Η ΑΓΓΛΙΑ ΕΞΕΦΡΑΣΕ ΤΗΝ ΔΥΣΑΡΕΣΚΕΙΑΝ ΤΗΣ ΔΙΑ ΤΗΝ ΣΥΛΛΗΨΙΝ ΤΡΑΠΕΖΙΤΟΥ ΕΙΣ ΤΗΝ ΚΙΝΑΝ — [800, 1141, 1366, 1170]
article-text: «Ἄραψ ἐνεδρεύοντες» ἀνεφέρθησαν ὡς ὑπεύθυνοι διὰ τὴν ἐπίθεσιν κατὰ περιπόλου, καὶ αἱ ἀρχαὶ προέβησαν εἰς ἀντίποινα. — [218, 273, 414, 322]
medal-cell-b: 1 — [1166, 784, 1172, 795]
section-kicker: ΚΑΤΑΡΡΙΦΘΗΣΑΝ ΑΕΡΟΠΛΑΝΑ — [1006, 191, 1158, 202]
medal-cell-b: 1 — [1166, 773, 1172, 784]
medal-cell-g: 2 — [1123, 676, 1129, 687]
article-text: ΛΟΝΔΙΝΟΝ, 19. — Ἡ βρεταννικὴ ἀστυνομία συνέλαβε δύο ἀλλοδαποὺς ὑπόπτους διὰ κατασκοπείαν. — [1182, 1188, 1366, 1223]
medal-cell-country: Πολωνία — [993, 741, 1030, 752]
article-text: ΛΟΝΔΙΝΟΝ, 19. (Ἀσσ. Πρές). — Ἡ Βρεταννικὴ κυβέρνησις ἐξέφρασε σήμερον τὴν δυσαρέσκειάν της διὰ τὴν σύλληψιν Βρεταννοῦ τραπεζίτου εἰς τὴν Σαγκάην. — [800, 1173, 983, 1233]
medal-row — [991, 719, 1174, 730]
headline-logistis: ΛΟΓΙΣΤΗΣ ΝΑΟΥ ΚΑΤΕΧΡΑΣΘΗ 600.000 ΔΟΛΛΑΡΙΑ — [644, 1337, 773, 1373]
article-text: ΒΗΡΥΤΟΣ, 19. (Ρώυτερ). — Ἡ Ἰορδανικὴ κυβέρνησις ἀνεκοίνωσεν ὅτι κατὰ τὸ τελευταῖον ἑξάμηνον ἐφονεύθησαν 1.300 περίπου Ἑβραῖοι εἰς συγκρούσεις κατὰ μῆκος τῶν γραμμῶν ἀνακωχῆς. — [8, 478, 210, 538]
divider — [8, 542, 210, 543]
headline-ploiarion: ΚΑΤΕΠΟΝΤΙΣΘΗ ΠΛΟΙΑΡΙΟΝ ΜΕ 40 ΕΠΙΒΑΤΑΣ — [25, 545, 192, 601]
article-text: ΠΟΛΙΣ ΤΟΥ ΜΕΞΙΚΟΥ, 19. (Ρώυτερ). — Οἱ ἀθληταὶ τῶν ΗΠΑ Τόμι Σμὶθ καὶ Τζὼν Κάρλος ἀπεβλήθησαν ἐκ τῆς ὀλυμπιακῆς ὁμάδος. — [1182, 1567, 1366, 1615]
article-text: ΛΟΝΔΙΝΟΝ, 19. (Ἡνωμ. Τύπος). — Χιλιάδες διαδηλωταὶ ἐβάδισαν πρὸς τὴν πλατεῖαν Τραφάλγκαρ κρατοῦντες ὀμπρέλλες ὑπὸ καταρρακτώδη βροχήν. — [1378, 919, 1560, 966]
medal-cell-country: Τσεχοσλοβακία — [993, 763, 1062, 773]
article-text: ΤΖΑΚΣΟΝΒΙΛ, Φλώριδα, 19. (Ρώυτερ). — Τρεῖς νεκροὶ καὶ σοβαραὶ ὑλικαὶ ζημίαι εἶναι ὁ ἀπολογισμὸς τοῦ τυφῶνος «Γκλάντυς» εἰς τὴν Φλώριδα. — [1378, 476, 1560, 536]
headline-korea: ΕΦΟΝΕΥΘΗΣΑΝ ΟΚΤΩ ΠΡΑΚΤΟΡΕΣ ΤΗΣ ΒΟΡ. ΚΟΡΕΑΣ — [644, 859, 773, 895]
medal-cell-g: 0 — [1123, 784, 1129, 795]
medal-cell-country: Ρουμανία — [993, 730, 1036, 741]
medal-row — [991, 730, 1174, 741]
headline-olympics: ΚΑΙ ΑΛΛΑ ΡΕΚΟΡ ΚΑΤΕΡΡΙΦΘΗΣΑΝ ΤΗΝ 7ΗΝ ΗΜΕΡΑΝ ΤΗΣ ΟΛΥΜΠΙΑΔΟΣ — [801, 454, 1365, 517]
thileis-box — [1182, 910, 1366, 976]
article-text: ΤΖΑΚΣΟΝΒΙΛ, Φλώριδα, 19. (Ρώυτερ). — Τρεῖς νεκροὶ καὶ σοβαραὶ ὑλικαὶ ζημίαι εἶναι ὁ ἀπολογισμὸς τοῦ τυφῶνος «Γκλάντυς» εἰς τὴν Φλώριδα. — [1378, 540, 1560, 601]
divider — [8, 877, 210, 878]
medal-row — [991, 795, 1174, 806]
results-text: Ἀποτελέσματα: Σουηδία 6.45,62 — Δ. Γερμανία 6.45,82 — Ἀγγλία 6.46,62 — Ἰταλία 6.49,34 — Ἐλβετία 6.52,41 — [800, 646, 983, 681]
medal-row — [991, 698, 1174, 709]
article-text: ΑΘΗΝΑΙ, 19.— Εγκαινιάζεται σήμερον τὸ ὑποκατάστημα τῆς ξένης τραπέζης εἰς τὴν ὁδὸν Σταδίου, παρουσίᾳ ἐκπροσώπων τῆς Κυβερνήσεως καὶ τοῦ ἐμπορικοῦ κόσμου τῆς πρωτευούσης. — [8, 990, 210, 1050]
article-text: ΝΤΑΡ, 19. — «Ἀνησυχοῦμεν ἐκ τὸ ἄγνωστον» δηλώνει ὁ ἀρχιμανδρίτης, ὁ ὁποῖος θὰ τελέσῃ τοὺς γάμους εἰς τὸ παρεκκλήσιον τῆς νήσου Σκορπιοῦ. Ἡ ἄδεια ἐδόθη ὑπὸ τῆς Ἀρχιεπισκοπῆς Ἀμερικῆς. — [629, 272, 788, 356]
article-text: ΝΑΝΤΗ, 19. (Ἀσσ. Πρές). — Ὁ Βρεταννὸς ἠθοποιὸς Πῆτερ Οὐστίνωφ ὡμίλησεν εἰς τοὺς φοιτητὰς τοῦ πανεπιστημίου καὶ τοὺς προέτρεψε νὰ ἀντιμετωπίζουν μὲ κριτικὸν πνεῦμα τὰς διαφόρους «δυνάμεις». — [420, 1367, 615, 1439]
medal-cell-g: 0 — [1123, 773, 1129, 784]
section-kicker: ΡΟΥΚΕΤΑΙ ΕΝΑΝΤΙΟΝ ΠΟΛΕΩΣ — [1007, 268, 1157, 278]
medal-row — [991, 741, 1174, 752]
medal-cell-s: 1 — [1145, 795, 1151, 806]
section-kicker: ΕΞΕΤΑΖΕΙ ΣΥΝΔΙΚΑΤΟΝ — [461, 405, 575, 416]
medal-cell-g: 2 — [1123, 698, 1129, 709]
article-text: ΑΘΗΝΑΙ, 19.— Ὁ ὑπουργὸς τῶν Ἐσωτερικῶν κ. Παττακὸς κατέθεσε τὸν θεμέλιον λίθον τοῦ νέου ἱεροῦ ναοῦ εἰς τὴν συνοικίαν Ἁγίου Ἰωάννου. — [8, 1322, 210, 1370]
medal-cell-g: 5 — [1123, 655, 1129, 666]
divider — [629, 856, 788, 857]
article-text: ΛΟΝΔΙΝΟΝ, 19. (Ἀσσ. Πρές). — Ἡ Βρεταννικὴ κυβέρνησις ἐξέφρασε σήμερον τὴν δυσαρέσκειάν της διὰ τὴν σύλληψιν Βρεταννοῦ τραπεζίτου εἰς τὴν Σαγκάην. — [991, 1173, 1174, 1233]
article-text: ΝΤΑΡ, 19. — «Ἀνησυχοῦμεν ἐκ τὸ ἄγνωστον» δηλώνει ὁ ἀρχιμανδρίτης, ὁ ὁποῖος θὰ τελέσῃ τοὺς γάμους εἰς τὸ παρεκκλήσιον τῆς νήσου Σκορπιοῦ. Ἡ ἄδεια ἐδόθη ὑπὸ τῆς Ἀρχιεπισκοπῆς Ἀμερικῆς. — [629, 183, 788, 268]
medal-cell-country: Ἀγγλία — [993, 773, 1025, 784]
medal-row — [991, 687, 1174, 698]
medal-cell-b: 1 — [1166, 752, 1172, 763]
medal-cell-country: Ἰαπωνία — [993, 655, 1030, 666]
article-text: ΠΑΡΙΣΙΟΙ, 19. (Ἡνωμ. Τύπος). — Τὸ γαλλικὸν Ναυτικὸν καὶ ἡ Ἀεροπορία εὑρίσκονται εἰς ἀνταγωνισμὸν διὰ τὸ ποιὸν θὰ ἀναλάβῃ τὴν εὐθύνην τῆς πυρηνικῆς στρατηγικῆς τῆς χώρας. — [800, 1017, 983, 1077]
article-text: ΣΤΙΒΟΣ ΑΝΔΡΩΝ: Ἄλμα εἰς ὕψος (τελικός), 400 μ. μετ' ἐμποδίων, 800 μ. ΓΥΝΑΙΚΩΝ: 200 μ. (προκριματικοί). ΚΟΛΥΜΒΗΣΙΣ: 100 μ. ἐλεύθερον (τελικός). ΠΥΓΜΑΧΙΑ: Προκριματικοί ἀγῶνες ὅλων τῶν κατηγοριῶν. ΠΟΔΟΣΦΑΙΡΟΝ: Ἡμιτελικοί. — [1182, 646, 1366, 730]
article-text: ΤΖΑΚΑΡΤΑ, 19. (Ρώυτερ). — Ἡ Ἰνδονησία ἀνεκοίνωσεν ὅτι συνεχίζει τὴν ἀνάληψιν μέτρων ἐναντίον τῆς Σιγκαποὺρης μετὰ τὴν ἐκτέλεσιν δύο ναυτῶν. — [629, 491, 788, 551]
headline-czech: Ἡ κρίσις εἰς Τσεχοσλοβακίαν ἐξώθει τὸν στρατὸν τοῦ ΝΑΤΟ πρὸς καλυτέραν ἐκπαίδευσιν — [827, 1311, 1145, 1509]
article-text: ΠΑΡΙΣΙΟΙ, 19. (Ἡνωμ. Τύπος). — Τὸ γαλλικὸν Ναυτικὸν καὶ ἡ Ἀεροπορία εὑρίσκονται εἰς ἀνταγωνισμὸν διὰ τὸ ποιὸν θὰ ἀναλάβῃ τὴν εὐθύνην τῆς πυρηνικῆς στρατηγικῆς τῆς χώρας. — [800, 901, 983, 961]
article-text: ΧΙΟΥΣΤΟΝ, 19. (Ἡνωμ. Τύπος). — Ὁμὰς χειρουργῶν ὑπὸ τὸν Ντένον Κούλεϋ ἐπραγματοποίησε χθὲς νέαν μεταμόσχευσιν καρδίας εἰς μεσήλικα ἀσθενῆ, τοῦ ὁποίου τὸ ὄνομα δὲν ἀνεκοινώθη. Ἡ κατάστασις τοῦ ἀσθενοῦς χαρακτηρίζεται ὡς ἱκανοποιητική. — [218, 1151, 413, 1247]
divider — [8, 1209, 210, 1210]
article-text: ΝΕΑ ΥΟΡΚΗ, 19. (Ἡνωμ. Τύπος). — Ὁ κ. Ρίτσαρντ Νίξον ἐξασφαλίζει, κατὰ τὰς τελευταίας δημοσκοπήσεις, σημαντικὸν τμῆμα τῶν ψήφων τῶν ὀπαδῶν τοῦ κ. Οὐάλλας. — [218, 1509, 413, 1568]
article-text: ΚΑΛΚΟΥΤΤΑ, 19. (Ἀσσ. Πρές). — Πέντε χιλιάδες ζῶα ἐθανατώθησαν ἐξ ἐπιδημίας εἰς τὰς περιοχὰς τῆς Ἀνατολικῆς Ἰνδίας. — [1378, 1107, 1560, 1155]
medal-cell-country: Βουλγαρία — [993, 784, 1041, 795]
medal-cell-b: 4 — [1166, 676, 1172, 687]
headline-apostoli: ΕΜΠΟΡΙΚΗ ΑΠΟΣΤΟΛΗ ΤΩΝ ΙΑΠΩΝΩΝ ΕΙΣ ΒΟΥΚΟΥΡΕΣΤΙΟΝ — [642, 687, 775, 724]
medal-row — [991, 655, 1174, 666]
medal-cell-g: 0 — [1123, 806, 1129, 817]
column-1a — [8, 198, 210, 1813]
section-kicker: ΕΠΙΜΟΙΡΑΣΗ ΚΑΤΑΣΚΟΠΟΙ — [1208, 1176, 1340, 1187]
medal-cell-country: Κένυα — [993, 687, 1020, 698]
headline-kampinski: ΘΕΩΡΕΙ ΑΡΤΙΑΝ ΤΗΝ ΛΕΙΤΟΥΡΓΙΑΝ ΤΗΣ «ΚΑΜΠΙΝΓΚΣ» — [1409, 744, 1529, 780]
lead-story-area — [8, 8, 615, 2319]
article-text: ΑΘΗΝΑΙ, 19. — Οὐδεμία εἴδησις ὑπάρχει ἀπὸ τὸ ἑλληνικὸν φορτηγὸν «Νῆσος Ἰθάκη», τὸ ὁποῖον ἐξέπεμψε σήμα κινδύνου εἰς τὸν Ἀτλαντικόν. — [1378, 393, 1560, 441]
headline-naos: ΘΕΜΕΛΙΟΣ ΝΑΟΥ ΥΠΟ ΤΟΥ Κ. ΠΑΤΤΑΚΟΥ — [24, 1295, 193, 1320]
article-text: ΒΟΥΚΟΥΡΕΣΤΙΟΝ, 19. (Ἀσσ. Πρές). — Ἰαπωνικὴ ἐμπορικὴ ἀποστολὴ ἔφθασε σήμερον εἰς τὴν Ρουμανίαν διὰ διαπραγματεύσεις. — [629, 791, 788, 851]
medal-cell-g: 12 — [1118, 622, 1129, 633]
medal-table-wrap — [991, 559, 1174, 823]
article-text: ΑΘΗΝΑΙ, 19.— Τὸ ὑπουργεῖον Παιδείας ἀνακοινώνει ὅτι προκηρύσσονται ὑποτροφίαι διὰ μεταπτυχιακὰς σπουδάς εἰς τὸ ἐξωτερικόν. — [1378, 1202, 1560, 1262]
medal-cell-s: 9 — [1145, 633, 1151, 644]
medal-cell-g: 5 — [1123, 644, 1129, 655]
headline-neonazistes: ΔΕΝ ΑΝΑΜΕΝΟΝΤΑΙ ΘΕΑΜΑΤΙΚΑΙ ΕΚΠΛΗΞΕΙΣ ΟΣΟΝ ΑΦΟΡΑ ΤΟΥΣ ΝΕΟΝΑΖΙΣΤΑΣ ΕΙΣ ΤΑΣ ΤΟΠΙΚΑΣ ΕΚΛΟΓΑΣ ΤΗΣ ΓΕΡΜΑΝΙΑΣ — [227, 681, 606, 754]
article-text: ΑΘΗΝΑΙ, 19. — Ἡ διοίκησις τῆς ἑταιρείας ἀνεκοίνωσεν ὅτι ἡ λειτουργία τῶν ἐγκαταστάσεων εἶναι ἀρτία καὶ ἀπρόσκοπτος. — [1378, 835, 1560, 883]
medal-row — [991, 773, 1174, 784]
medal-row — [991, 763, 1174, 773]
article-text: ΚΑΝΜΠΕΡΡΑ, 19. (Ἀσσ. Πρές). — Ἡ Αὐστραλία θὰ ἐνισχύσῃ τὰς δυνάμεις της εἰς τὴν Νοτιοανατολικὴν Ἀσίαν. — [1182, 242, 1366, 277]
section-kicker: ΤΡΟΠΟΙ ΝΙΚΗΣ ΕΠΙ ΕΙΡΗΝΗΝ — [820, 371, 962, 382]
medal-cell-s: 8 — [1145, 622, 1151, 633]
article-text: ΑΝΤΕΝ, 19. (Ρώυτερ). — Ὁ πρόεδρος τῆς Νοτίου Ὑεμένης κατηγόρησε τὰς Ἡνωμένας Πολιτείας ὅτι ἐφοδιάζουν μὲ ὅπλα τοὺς μοναρχικοὺς διὰ μέσου τῆς Σαουδικῆς Ἀραβίας. — [1378, 233, 1560, 305]
divider — [8, 1615, 210, 1616]
medal-row — [991, 676, 1174, 687]
article-text: Ὁ ἐκπρόσωπος τῆς ἀμερικανικῆς διοικήσεως ἐδήλωσεν ὅτι αἱ ἐπιχειρήσεις συνεχίζονται κανονικῶς. — [800, 268, 983, 304]
article-text: Ὁ ἐκπρόσωπος τῆς ἀμερικανικῆς διοικήσεως ἐδήλωσεν ὅτι αἱ ἐπιχειρήσεις συνεχίζονται κανονικῶς. — [991, 151, 1174, 187]
divider — [629, 1505, 788, 1506]
medal-cell-g: 2 — [1123, 687, 1129, 698]
article-text: ΣΕΟΥΛ, 19. (Ἀσσ. Πρές). — Ὀκτὼ ἔνοπλοι πράκτορες τῆς Βορείου Κορέας ἐφονεύθησαν εἰς συμπλοκὴν μὲ νοτιοκορεατικὰ στρατεύματα. — [629, 898, 788, 958]
section-kicker: Η ΕΠΙΘΕΣΙΣ ΤΩΝ ΑΝΤΑΡΤΩΝ — [449, 276, 588, 287]
headline-ypokatastima: ΕΓΚΑΙΝΙΑΖΕΤΑΙ ΝΕΟΝ ΥΠΟΚΑΤΑΣΤΗΜΑ ΞΕΝΗΣ ΤΡΑΠΕΖΗΣ — [25, 881, 192, 923]
article-text: ΝΤΑΡ, 19. — «Ἀνησυχοῦμεν ἐκ τὸ ἄγνωστον» δηλώνει ὁ ἀρχιμανδρίτης, ὁ ὁποῖος θὰ τελέσῃ τοὺς γάμους εἰς τὸ παρεκκλήσιον τῆς νήσου Σκορπιοῦ. Ἡ ἄδεια ἐδόθη ὑπὸ τῆς Ἀρχιεπισκοπῆς Ἀμερικῆς. — [629, 360, 788, 444]
article-text: ΑΘΗΝΑΙ, 19.— Ὁ ὑπουργὸς τῶν Δημοσίων Ἔργων ἀνεκοίνωσε τὴν δημοπράτησιν τοῦ ἔργου τῆς κατασκευῆς τῆς νέας ὁδοῦ εἰς τὴν Πελοπόννησον. — [8, 1647, 210, 1694]
section-kicker: ΤΟ ΣΗΜΕΡΙΝΟΝ ΠΡΟΓΡΑΜΜΑ — [1221, 826, 1366, 836]
article-text: Τὸ ἔθνικοδημοκρατικὸν κόμμα ἐσημείωσε πρόοδον εἰς τὰς ἐκλογὰς τοῦ παρελθόντος ἔτους, ἀλλὰ τὰ ποσοστὰ του ἐκρίθησαν ὡς περιορισμένα. — [420, 897, 615, 945]
obituary-text: Τὸν προσφιλῆ μας σύζυγον, πατέρα, ἀδελφὸν καὶ θεῖον ΓΕΩΡΓΙΟΝ ΑΝΔΡΙΑΝΟΠΟΥΛΟΝ κηδεύομεν σήμερον ὥραν 4 μ.μ. ἐκ τοῦ Α΄ Νεκροταφείου. Αἱ οἰκογένειαι. — [629, 1597, 788, 1669]
divider — [218, 1717, 615, 1718]
thileis-headline: 100% ΘΗΛΕΙΣ ΕΙΝΑΙ ΟΛΑΙ ΑΙ ΑΘΛΗΤΡΙΑΙ — [1211, 914, 1337, 969]
subheadline-ploiarion: ΜΟΝΟΝ ΔΕΚΑ ΠΤΩΜΑΤΑ ΕΞΕΒΡΑΣΘΗΣΑΝ — [48, 604, 170, 624]
article-text: Δυνάμεις τῶν Βιὲτ κὸγκ ἐπέδραμον εἰς πόλιν τοῦ Δέλτα τοῦ Μεκόνγκ καὶ ἐφόνευσαν 19 κατοίκους, ἐνῷ ἐτραυμάτισαν ἄλλους 40. — [991, 279, 1174, 327]
article-text: ΑΘΗΝΑΙ, 19.— Ὁ ὑπουργὸς τῶν Δημοσίων Ἔργων ἀνεκοίνωσε τὴν δημοπράτησιν τοῦ ἔργου τῆς κατασκευῆς τῆς νέας ὁδοῦ εἰς τὴν Πελοπόννησον. — [8, 1699, 210, 1747]
headline-pistotis: ΕΝΕΚΡΙΘΗ ΠΙΣΤΩΣΙΣ ΔΙΑ ΤΗΝ ΠΡΟΣΛΗΨΙΝ ΔΙΚΑΣΤΙΚΩΝ ΓΡΑΦΕΩΝ — [1385, 1542, 1553, 1578]
article-text: ΛΙΜΑ, 19. (Ρώυτερ). — Ἡ ἀμερικανικὴ ἑταιρεία πετρελαίων ἔλαβε μέτρα διὰ τὴν προστασίαν τῶν ἐγκαταστάσεών της εἰς τὸ Περοῦ. — [1378, 1361, 1560, 1410]
article-text: ΣΕΟΥΛ, 19. (Ἀσσ. Πρές). — Ὀκτὼ ἔνοπλοι πράκτορες τῆς Βορείου Κορέας ἐφονεύθησαν εἰς συμπλοκὴν μὲ νοτιοκορεατικὰ στρατεύματα. — [629, 962, 788, 1021]
section-kicker: ΟΥΔΕΝ ΠΕΡΙ ΑΠΑΝΤΗΣΕΩΣ — [825, 308, 957, 319]
article-text: ΒΟΝΝΗ, 19. (Ρώυτερ). — Οἱ ἐπίσημοι κύκλοι τῆς Βόννης ἐξεδήλωσαν τὴν ἀνησυχίαν των διὰ τὰς αὐτοκτονίας τριῶν ἀνωτέρων ἀξιωματικῶν. — [218, 1894, 413, 1941]
article-text: ΒΟΝΝΗ, 19. (Ρώυτερ). — Τὸ ἐθνικοδημοκρατικὸν κόμμα τῆς Δυτικῆς Γερμανίας, τὸ ὁποῖον θεωρεῖται νεοναζιστικόν, ἀναμένεται νὰ ἐκλέξῃ ἀντιπροσώπους εἰς τὰ τοπικὰ κοινοβούλια, ἀλλὰ δὲν προβλέπονται ἐκπλήξεις. — [218, 757, 413, 841]
divider — [800, 840, 1366, 841]
article-text: ΙΕΡΟΥΣΑΛΗΜ, 19. (Ἀσσοσ. Πρές). — Τὸ Ἰσραὴλ διέψευσε σήμερον τὰς πληροφορίας ὅτι στρατεύματα ἐκ Καΐρου ἐπέβησαν εἰς τὴν Σιναϊτικὴν χερσόνησον. — [218, 402, 414, 450]
